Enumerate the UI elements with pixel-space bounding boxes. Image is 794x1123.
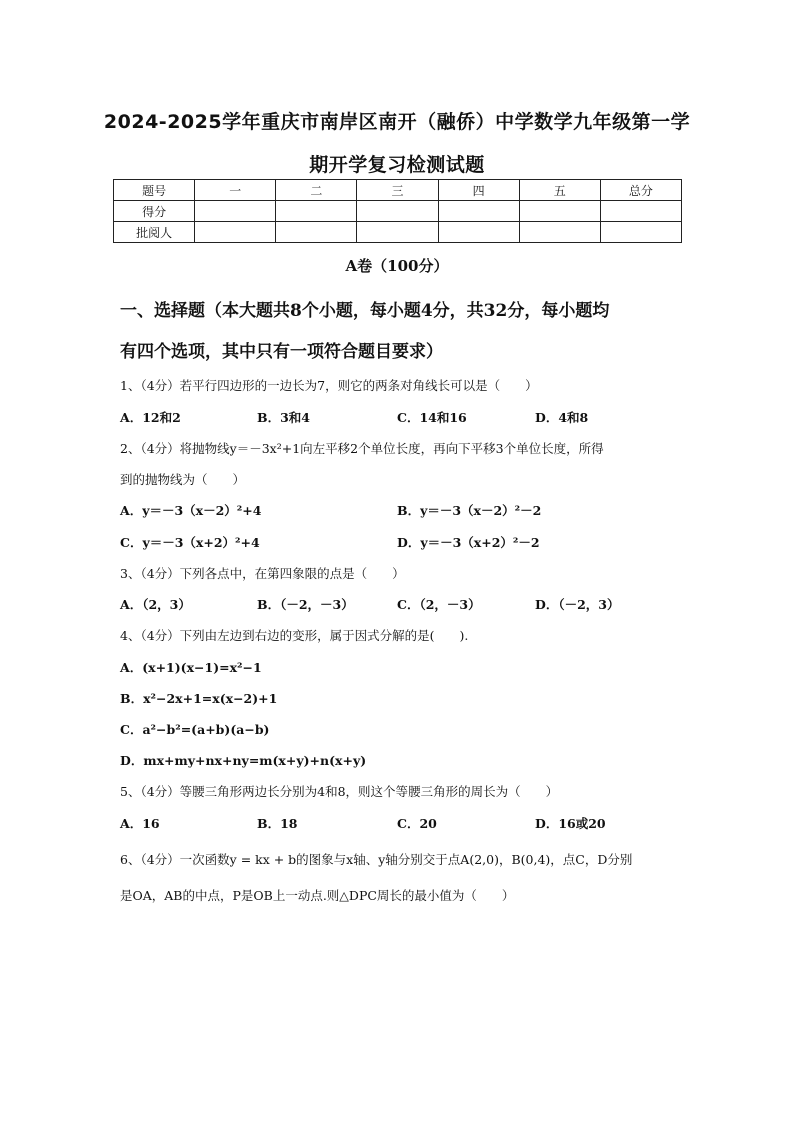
reviewer-cell[interactable] [276,222,357,243]
score-row-label: 得分 [114,201,195,222]
q2-option-b[interactable]: B．y＝－3（x－2）²－2 [397,503,542,518]
q4-stem: 4、（4分）下列由左边到右边的变形，属于因式分解的是( ). [120,628,469,643]
q2-stem-line1: 2、（4分）将抛物线y＝－3x²+1向左平移2个单位长度，再向下平移3个单位长度，所得 [120,441,604,456]
score-cell[interactable] [600,201,681,222]
section-a-heading: A卷（100分） [345,257,449,275]
reviewer-cell[interactable] [519,222,600,243]
part1-heading-line2: 有四个选项，其中只有一项符合题目要求） [120,342,443,362]
q5-stem: 5、（4分）等腰三角形两边长分别为4和8，则这个等腰三角形的周长为（ ） [120,784,559,799]
score-header-cell: 四 [438,180,519,201]
q4-option-a[interactable]: A．(x+1)(x−1)=x²−1 [120,660,262,675]
q3-option-a[interactable]: A．（2，3） [120,597,191,612]
score-header-cell: 题号 [114,180,195,201]
exam-title-line2: 期开学复习检测试题 [309,154,485,176]
q4-option-d[interactable]: D．mx+my+nx+ny=m(x+y)+n(x+y) [120,753,367,768]
q2-option-a[interactable]: A．y＝－3（x－2）²+4 [120,503,262,518]
score-cell[interactable] [276,201,357,222]
reviewer-cell[interactable] [195,222,276,243]
score-cell[interactable] [357,201,438,222]
part1-heading-line1: 一、选择题（本大题共8个小题，每小题4分，共32分，每小题均 [120,301,610,321]
q1-stem: 1、（4分）若平行四边形的一边长为7，则它的两条对角线长可以是（ ） [120,378,538,393]
score-cell[interactable] [195,201,276,222]
q4-option-b[interactable]: B．x²−2x+1=x(x−2)+1 [120,691,278,706]
reviewer-row [114,222,682,243]
reviewer-cell[interactable] [357,222,438,243]
exam-title-line1: 2024-2025学年重庆市南岸区南开（融侨）中学数学九年级第一学 [103,111,691,133]
q3-option-d[interactable]: D．（－2，3） [535,597,620,612]
q2-option-c[interactable]: C．y＝－3（x+2）²+4 [120,535,260,550]
score-table [113,179,682,243]
q5-option-b[interactable]: B．18 [257,816,298,831]
q1-option-d[interactable]: D．4和8 [535,410,589,425]
q5-option-d[interactable]: D．16或20 [535,816,606,831]
q2-option-d[interactable]: D．y＝－3（x+2）²－2 [397,535,540,550]
q4-option-c[interactable]: C．a²−b²=(a+b)(a−b) [120,722,270,737]
q3-option-c[interactable]: C．（2，－3） [397,597,481,612]
score-header-cell: 一 [195,180,276,201]
score-cell[interactable] [438,201,519,222]
score-row [114,201,682,222]
q1-option-b[interactable]: B．3和4 [257,410,310,425]
q1-option-a[interactable]: A．12和2 [120,410,181,425]
q6-stem-line2: 是OA，AB的中点，P是OB上一动点.则△DPC周长的最小值为（ ） [120,888,515,903]
q5-option-c[interactable]: C．20 [397,816,437,831]
score-header-cell: 三 [357,180,438,201]
reviewer-cell[interactable] [600,222,681,243]
score-header-cell: 总分 [600,180,681,201]
score-header-cell: 二 [276,180,357,201]
reviewer-row-label: 批阅人 [114,222,195,243]
reviewer-cell[interactable] [438,222,519,243]
q2-stem-line2: 到的抛物线为（ ） [120,472,246,487]
q6-stem-line1: 6、（4分）一次函数y = kx + b的图象与x轴、y轴分别交于点A(2,0)，B(0,4)，点C，D分别 [120,852,633,867]
score-cell[interactable] [519,201,600,222]
score-header-cell: 五 [519,180,600,201]
q5-option-a[interactable]: A．16 [120,816,160,831]
q3-stem: 3、（4分）下列各点中，在第四象限的点是（ ） [120,566,405,581]
score-table-header-row [114,180,682,201]
q3-option-b[interactable]: B．（－2，－3） [257,597,354,612]
q1-option-c[interactable]: C．14和16 [397,410,467,425]
